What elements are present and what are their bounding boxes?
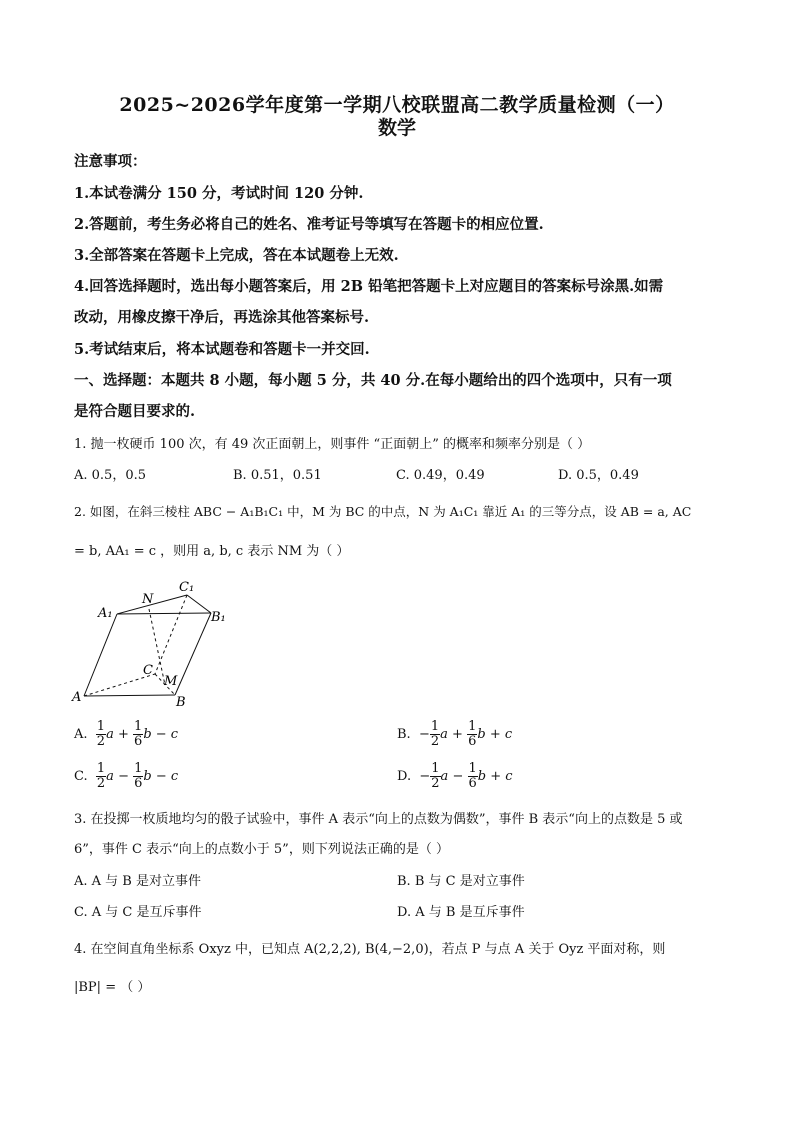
note-item: 4.回答选择题时，选出每小题答案后，用 2B 铅笔把答题卡上对应题目的答案标号涂黑.如需 bbox=[74, 278, 664, 295]
question-4-stem: 4. 在空间直角坐标系 Oxyz 中，已知点 A(2,2,2), B(4,−2,0)，若点 P 与点 A 关于 Oyz 平面对称，则 bbox=[74, 942, 666, 957]
question-2-stem: 2. 如图，在斜三棱柱 ABC − A₁B₁C₁ 中，M 为 BC 的中点，N 为 A₁C₁ 靠近 A₁ 的三等分点，设 AB = a, AC bbox=[74, 504, 692, 519]
prism-figure bbox=[68, 578, 238, 712]
question-3-stem-cont: 6”，事件 C 表示“向上的点数小于 5”，则下列说法正确的是（ ） bbox=[74, 842, 449, 857]
label-a1: A₁ bbox=[98, 606, 113, 621]
note-item: 5.考试结束后，将本试题卷和答题卡一并交回. bbox=[74, 341, 370, 358]
note-item: 3.全部答案在答题卡上完成，答在本试题卷上无效. bbox=[74, 247, 399, 264]
q3-option-a: A. A 与 B 是对立事件 bbox=[74, 874, 201, 889]
page-title: 2025~2026学年度第一学期八校联盟高二教学质量检测（一） bbox=[119, 94, 675, 116]
label-b1: B₁ bbox=[211, 610, 226, 625]
q1-option-d: D. 0.5，0.49 bbox=[558, 468, 639, 483]
section-heading: 一、选择题：本题共 8 小题，每小题 5 分，共 40 分.在每小题给出的四个选项中，只有一项 bbox=[74, 372, 672, 389]
q2-option-d: D. − $\frac{1}{2}$ a − $\frac{1}{6}$ b + c bbox=[397, 761, 513, 791]
q2-option-b: B. − $\frac{1}{2}$ a + $\frac{1}{6}$ b + c bbox=[397, 719, 513, 749]
section-heading-cont: 是符合题目要求的. bbox=[74, 403, 196, 420]
label-a: A bbox=[72, 690, 82, 705]
question-3-stem: 3. 在投掷一枚质地均匀的骰子试验中，事件 A 表示“向上的点数为偶数”，事件 B 表示“向上的点数是 5 或 bbox=[74, 812, 683, 827]
q3-option-d: D. A 与 B 是互斥事件 bbox=[397, 905, 525, 920]
q1-option-b: B. 0.51，0.51 bbox=[233, 468, 322, 483]
note-item: 1.本试卷满分 150 分，考试时间 120 分钟. bbox=[74, 185, 364, 202]
q1-option-c: C. 0.49，0.49 bbox=[396, 468, 485, 483]
q3-option-c: C. A 与 C 是互斥事件 bbox=[74, 905, 202, 920]
note-item: 2.答题前，考生务必将自己的姓名、准考证号等填写在答题卡的相应位置. bbox=[74, 216, 544, 233]
label-c: C bbox=[143, 663, 153, 678]
note-item: 改动，用橡皮擦干净后，再选涂其他答案标号. bbox=[74, 309, 370, 326]
label-m: M bbox=[164, 674, 178, 689]
question-2-stem-cont: = b, AA₁ = c ，则用 a, b, c 表示 NM 为（ ） bbox=[74, 544, 350, 559]
q1-option-a: A. 0.5，0.5 bbox=[74, 468, 147, 483]
label-n: N bbox=[142, 592, 154, 607]
subject-title: 数学 bbox=[377, 117, 416, 139]
q2-option-c: C. $\frac{1}{2}$ a − $\frac{1}{6}$ b − c bbox=[74, 761, 179, 791]
notes-heading: 注意事项： bbox=[74, 153, 147, 170]
question-4-stem-cont: |BP| = （ ） bbox=[74, 980, 151, 995]
label-c1: C₁ bbox=[179, 580, 195, 595]
question-1-stem: 1. 抛一枚硬币 100 次，有 49 次正面朝上，则事件 “正面朝上” 的概率和频率分别是（ ） bbox=[74, 437, 591, 452]
q2-option-a: A. $\frac{1}{2}$ a + $\frac{1}{6}$ b − c bbox=[74, 719, 179, 749]
q3-option-b: B. B 与 C 是对立事件 bbox=[397, 874, 525, 889]
label-b: B bbox=[176, 695, 186, 710]
